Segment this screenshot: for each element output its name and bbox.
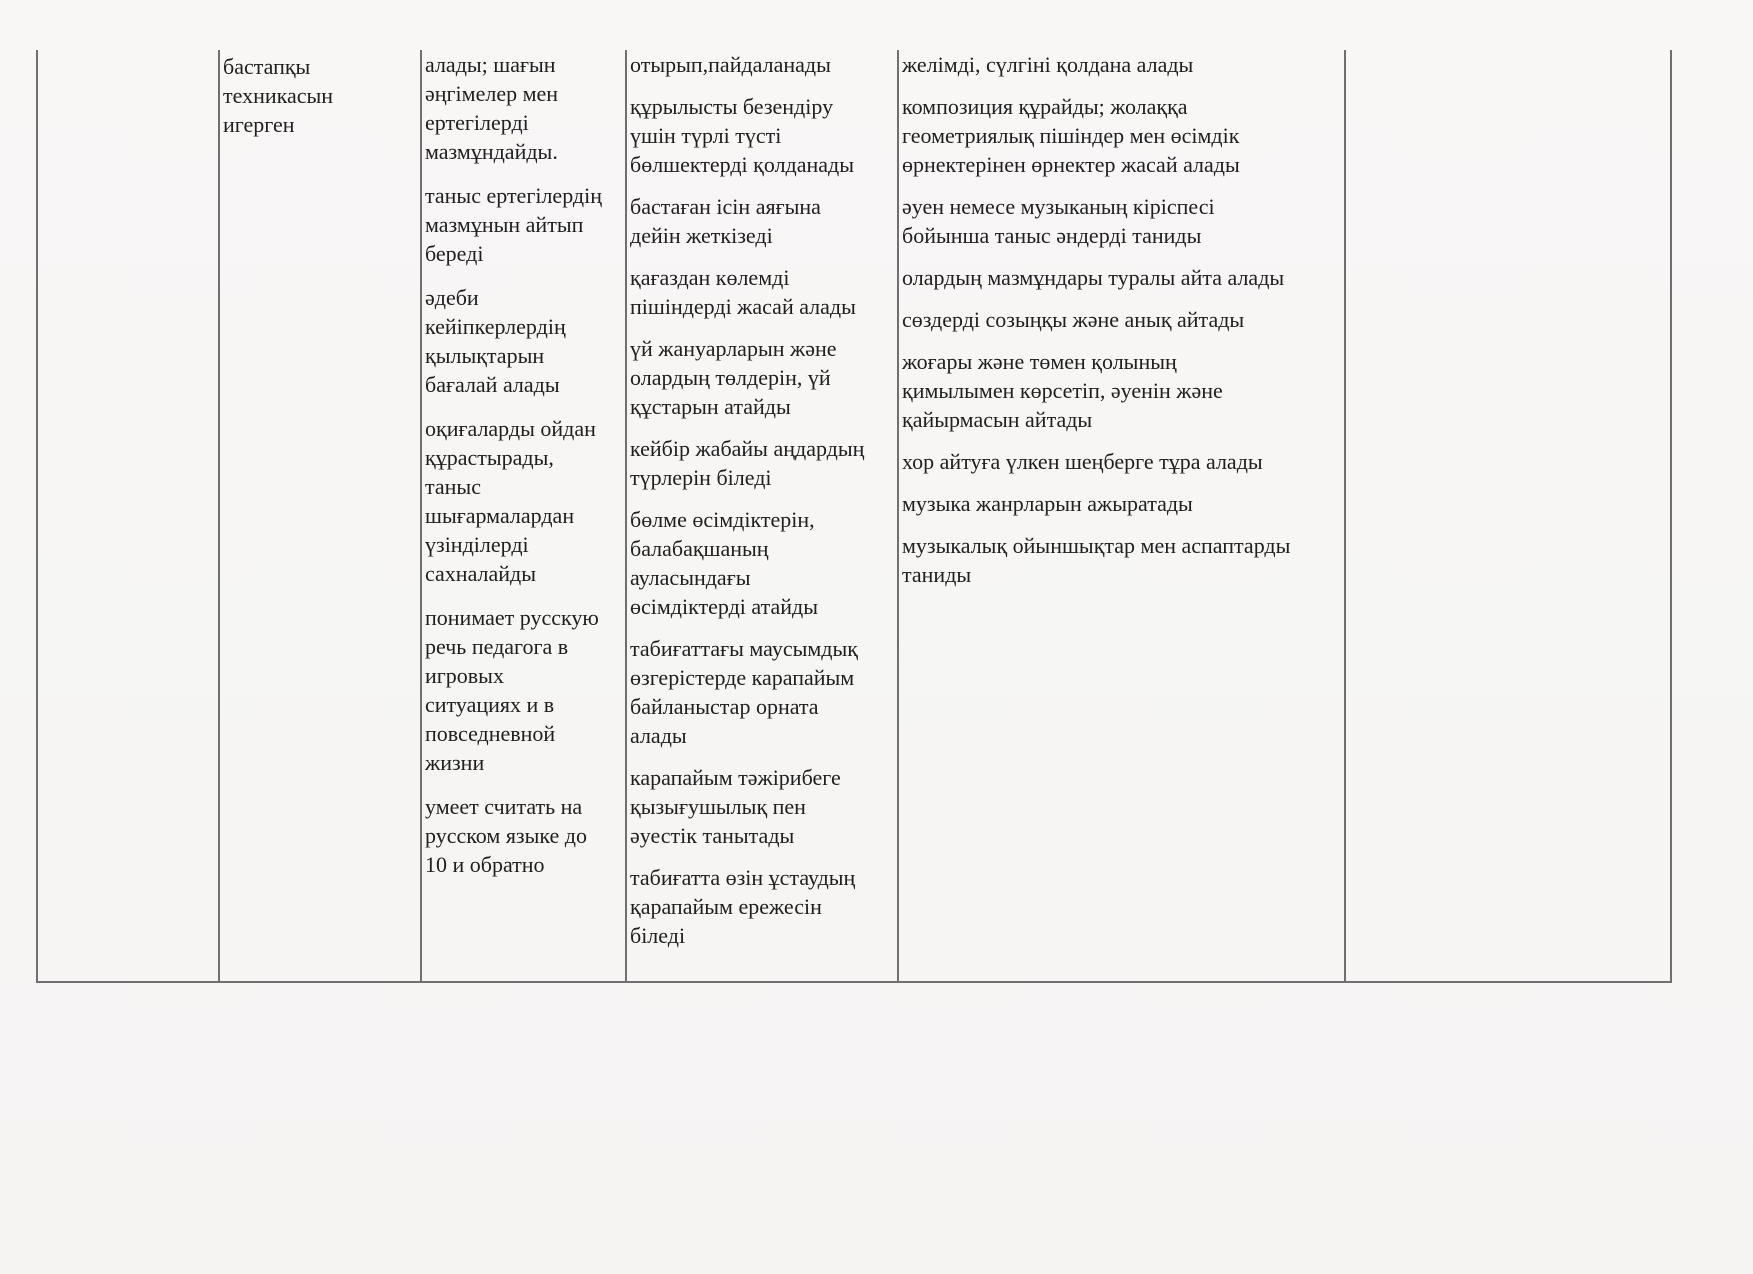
list-item: [627, 763, 897, 850]
text-line: олардың төлдерін, үй: [630, 365, 831, 390]
text-line: хор айтуға үлкен шеңберге тұра алады: [902, 449, 1263, 474]
list-item: [422, 50, 625, 166]
list-item: [627, 634, 897, 750]
text-line: байланыстар орната: [630, 694, 819, 719]
list-item: [627, 334, 897, 421]
column-empty-left: [38, 50, 218, 981]
text-line: құстарын атайды: [630, 394, 791, 419]
list-item: [899, 92, 1344, 179]
text-line: үзінділерді: [425, 532, 529, 557]
text-line: біледі: [630, 923, 686, 948]
column-1: [218, 50, 420, 981]
table: [36, 50, 1672, 983]
text-line: қызығушылық пен: [630, 794, 806, 819]
list-item: [627, 434, 897, 492]
text-line: желімді, сүлгіні қолдана алады: [902, 52, 1194, 77]
text-line: ситуациях и в: [425, 692, 555, 717]
text-line: бастаған ісін аяғына: [630, 194, 821, 219]
list-item: [422, 792, 625, 879]
text-line: кейіпкерлердің: [425, 314, 566, 339]
text-line: қағаздан көлемді: [630, 265, 790, 290]
text-line: бағалай алады: [425, 372, 560, 397]
text-line: техникасын: [223, 83, 334, 108]
list-item: [899, 347, 1344, 434]
text-line: өзгерістерде карапайым: [630, 665, 855, 690]
text-line: русском языке до: [425, 823, 588, 848]
list-item: [627, 263, 897, 321]
column-empty-right: [1344, 50, 1672, 981]
text-line: речь педагога в: [425, 634, 569, 659]
text-line: кейбір жабайы аңдардың: [630, 436, 865, 461]
column-1-text: [220, 50, 420, 139]
list-item: [899, 531, 1344, 589]
text-line: бойынша таныс әндерді таниды: [902, 223, 1202, 248]
text-line: повседневной: [425, 721, 556, 746]
text-line: алады: [630, 723, 687, 748]
text-line: ертегілерді: [425, 110, 529, 135]
text-line: бастапқы: [223, 54, 311, 79]
text-line: таниды: [902, 562, 972, 587]
list-item: [422, 414, 625, 588]
list-item: [422, 283, 625, 399]
text-line: 10 и обратно: [425, 852, 545, 877]
text-line: музыкалық ойыншықтар мен аспаптарды: [902, 533, 1291, 558]
text-line: үй жануарларын және: [630, 336, 837, 361]
text-line: оқиғаларды ойдан: [425, 416, 596, 441]
column-4: [897, 50, 1344, 981]
text-line: құрылысты безендіру: [630, 94, 834, 119]
list-item: [899, 50, 1344, 79]
text-line: қимылымен көрсетіп, әуенін және: [902, 378, 1223, 403]
text-line: әуестік танытады: [630, 823, 795, 848]
text-line: дейін жеткізеді: [630, 223, 773, 248]
text-line: понимает русскую: [425, 605, 599, 630]
text-line: табиғаттағы маусымдық: [630, 636, 858, 661]
text-line: геометриялық пішіндер мен өсімдік: [902, 123, 1240, 148]
text-line: игерген: [223, 112, 295, 137]
text-line: бөлме өсімдіктерін,: [630, 507, 815, 532]
column-3: [625, 50, 897, 981]
text-line: таныс: [425, 474, 481, 499]
text-line: қарапайым ережесін: [630, 894, 822, 919]
text-line: карапайым тәжірибеге: [630, 765, 841, 790]
column-2: [420, 50, 625, 981]
text-line: өрнектерінен өрнектер жасай алады: [902, 152, 1240, 177]
text-line: сахналайды: [425, 561, 537, 586]
list-item: [422, 603, 625, 777]
list-item: [627, 505, 897, 621]
text-line: әдеби: [425, 285, 479, 310]
text-line: таныс ертегілердің: [425, 183, 602, 208]
text-line: қылықтарын: [425, 343, 545, 368]
text-line: ауласындағы: [630, 565, 751, 590]
list-item: [899, 263, 1344, 292]
text-line: отырып,пайдаланады: [630, 52, 831, 77]
text-line: олардың мазмұндары туралы айта алады: [902, 265, 1285, 290]
text-line: береді: [425, 241, 484, 266]
list-item: [899, 305, 1344, 334]
text-line: пішіндерді жасай алады: [630, 294, 856, 319]
text-line: жоғары және төмен қолының: [902, 349, 1177, 374]
list-item: [627, 92, 897, 179]
list-item: [627, 50, 897, 79]
text-line: мазмұнын айтып: [425, 212, 584, 237]
text-line: игровых: [425, 663, 504, 688]
text-line: үшін түрлі түсті: [630, 123, 782, 148]
text-line: өсімдіктерді атайды: [630, 594, 818, 619]
text-line: түрлерін біледі: [630, 465, 772, 490]
text-line: умеет считать на: [425, 794, 583, 819]
list-item: [899, 447, 1344, 476]
text-line: алады; шағын: [425, 52, 556, 77]
text-line: сөздерді созыңқы және анық айтады: [902, 307, 1245, 332]
text-line: шығармалардан: [425, 503, 575, 528]
list-item: [899, 192, 1344, 250]
text-line: балабақшаның: [630, 536, 769, 561]
text-line: әңгімелер мен: [425, 81, 559, 106]
text-line: қайырмасын айтады: [902, 407, 1093, 432]
text-line: табиғатта өзін ұстаудың: [630, 865, 856, 890]
text-line: мазмұндайды.: [425, 139, 558, 164]
list-item: [422, 181, 625, 268]
list-item: [899, 489, 1344, 518]
text-line: композиция құрайды; жолаққа: [902, 94, 1188, 119]
text-line: жизни: [425, 750, 485, 775]
text-line: музыка жанрларын ажыратады: [902, 491, 1193, 516]
list-item: [627, 192, 897, 250]
text-line: әуен немесе музыканың кіріспесі: [902, 194, 1215, 219]
text-line: бөлшектерді қолданады: [630, 152, 855, 177]
list-item: [627, 863, 897, 950]
text-line: құрастырады,: [425, 445, 554, 470]
